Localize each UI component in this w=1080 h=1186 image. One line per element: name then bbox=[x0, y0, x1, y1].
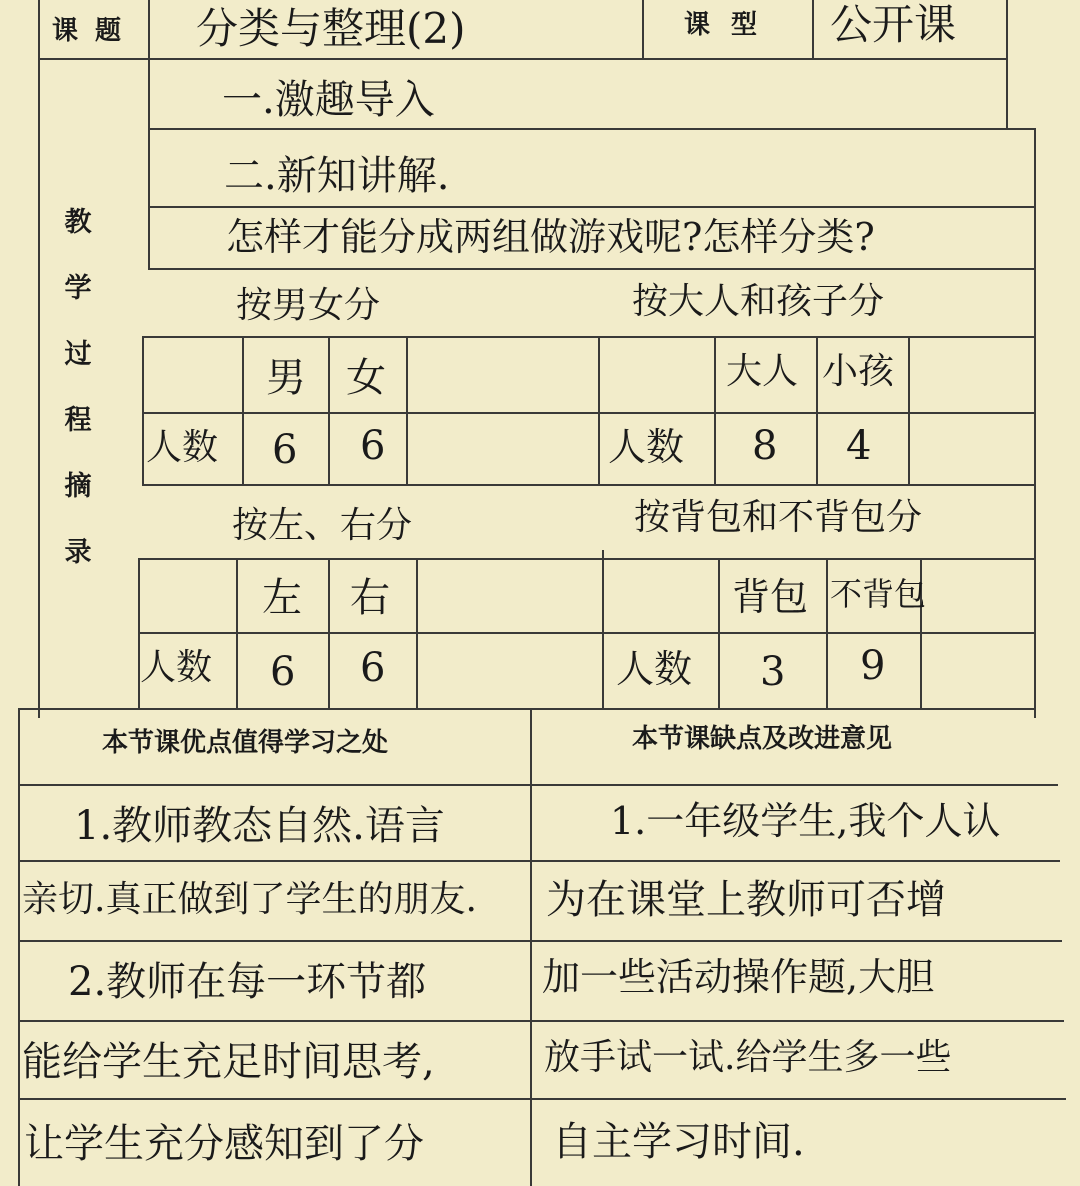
table-header-cell: 大人 bbox=[726, 351, 799, 392]
grid-line bbox=[138, 558, 1034, 560]
grid-line bbox=[18, 784, 1058, 786]
table-header-cell: 右 bbox=[350, 575, 390, 621]
side-label-char: 学 bbox=[64, 273, 92, 304]
grid-line bbox=[142, 412, 1034, 414]
topic-label: 课 题 bbox=[52, 16, 126, 46]
grid-line bbox=[38, 0, 40, 718]
grid-line bbox=[718, 558, 720, 708]
grid-line bbox=[38, 58, 1008, 60]
improvement-line: 1.一年级学生,我个人认 bbox=[610, 799, 1001, 843]
grid-line bbox=[142, 336, 144, 484]
table-row-label: 人数 bbox=[608, 425, 685, 469]
grid-line bbox=[1006, 0, 1008, 130]
type-value: 公开课 bbox=[830, 0, 957, 49]
grid-line bbox=[18, 1098, 1066, 1100]
table-row-label: 人数 bbox=[616, 647, 693, 691]
grid-line bbox=[908, 336, 910, 484]
grid-line bbox=[416, 558, 418, 708]
table-title: 按大人和孩子分 bbox=[632, 281, 885, 322]
improvement-line: 为在课堂上教师可否增 bbox=[546, 877, 946, 923]
grid-line bbox=[18, 860, 1060, 862]
grid-line bbox=[816, 336, 818, 484]
grid-line bbox=[406, 336, 408, 484]
table-value-cell: 9 bbox=[860, 643, 886, 689]
side-label bbox=[58, 200, 98, 596]
side-label-char: 录 bbox=[64, 537, 92, 568]
grid-line bbox=[642, 0, 644, 58]
grid-line bbox=[328, 336, 330, 484]
grid-line bbox=[148, 128, 1036, 130]
merit-line: 亲切.真正做到了学生的朋友. bbox=[22, 879, 477, 920]
side-label-char: 摘 bbox=[64, 471, 92, 502]
table-row-label: 人数 bbox=[140, 647, 213, 688]
grid-line bbox=[138, 632, 1034, 634]
grid-line bbox=[18, 1020, 1064, 1022]
table-header-cell: 女 bbox=[346, 355, 386, 401]
table-title: 按左、右分 bbox=[232, 505, 413, 546]
merit-line: 1.教师教态自然.语言 bbox=[74, 803, 445, 849]
grid-line bbox=[18, 708, 1034, 710]
improvement-line: 加一些活动操作题,大胆 bbox=[542, 955, 935, 999]
table-row-label: 人数 bbox=[146, 427, 219, 468]
side-label-char: 程 bbox=[64, 405, 92, 436]
grid-line bbox=[328, 558, 330, 708]
grid-line bbox=[236, 558, 238, 708]
grid-line bbox=[18, 708, 20, 1186]
merits-header: 本节课优点值得学习之处 bbox=[102, 728, 389, 758]
side-label-char: 教 bbox=[64, 207, 92, 238]
table-header-cell: 不背包 bbox=[830, 575, 927, 613]
grid-line bbox=[1034, 130, 1036, 718]
table-header-cell: 男 bbox=[266, 355, 306, 401]
grid-line bbox=[148, 0, 150, 270]
table-value-cell: 8 bbox=[752, 423, 778, 469]
merit-line: 能给学生充足时间思考, bbox=[22, 1039, 435, 1085]
table-value-cell: 6 bbox=[360, 423, 386, 469]
merit-line: 2.教师在每一环节都 bbox=[68, 959, 427, 1005]
grid-line bbox=[148, 268, 1036, 270]
table-header-cell: 左 bbox=[262, 575, 302, 621]
grid-line bbox=[242, 336, 244, 484]
table-title: 按背包和不背包分 bbox=[634, 497, 923, 538]
grid-line bbox=[142, 336, 1034, 338]
grid-line bbox=[812, 0, 814, 58]
grid-line bbox=[530, 708, 532, 1186]
guiding-question: 怎样才能分成两组做游戏呢?怎样分类? bbox=[226, 215, 875, 259]
table-value-cell: 4 bbox=[846, 423, 872, 469]
table-header-cell: 背包 bbox=[732, 575, 809, 619]
table-header-cell: 小孩 bbox=[822, 351, 895, 392]
improvements-header: 本节课缺点及改进意见 bbox=[632, 724, 893, 754]
type-label: 课 型 bbox=[684, 10, 764, 40]
grid-line bbox=[826, 558, 828, 708]
side-label-char: 过 bbox=[64, 339, 92, 370]
table-title: 按男女分 bbox=[236, 285, 381, 326]
step-new-knowledge: 二.新知讲解. bbox=[224, 153, 450, 199]
table-value-cell: 3 bbox=[760, 649, 786, 695]
grid-line bbox=[602, 550, 604, 708]
merit-line: 让学生充分感知到了分 bbox=[24, 1121, 424, 1167]
grid-line bbox=[714, 336, 716, 484]
step-intro: 一.激趣导入 bbox=[222, 77, 435, 123]
grid-line bbox=[18, 940, 1062, 942]
topic-value: 分类与整理(2) bbox=[196, 4, 466, 53]
improvement-line: 放手试一试.给学生多一些 bbox=[544, 1037, 952, 1078]
grid-line bbox=[148, 206, 1036, 208]
table-value-cell: 6 bbox=[272, 427, 298, 473]
grid-line bbox=[598, 336, 600, 484]
table-value-cell: 6 bbox=[270, 649, 296, 695]
table-value-cell: 6 bbox=[360, 645, 386, 691]
grid-line bbox=[142, 484, 1034, 486]
improvement-line: 自主学习时间. bbox=[552, 1119, 805, 1165]
